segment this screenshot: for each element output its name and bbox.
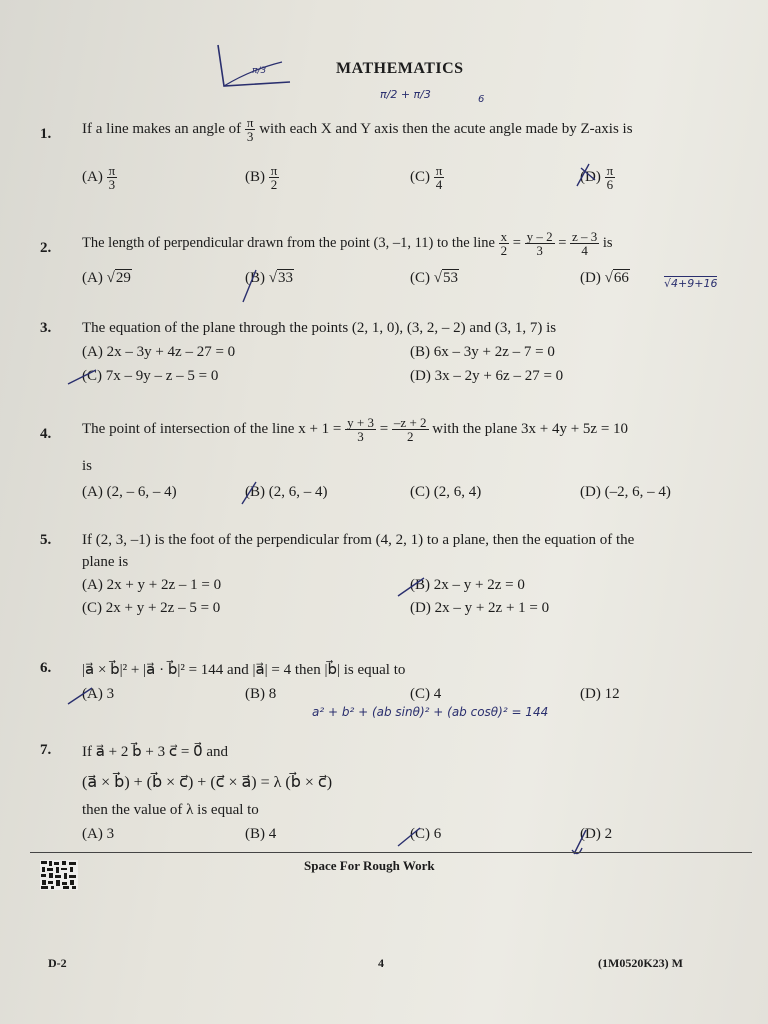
q5-option-b[interactable]: (B) 2x – y + 2z = 0 (410, 577, 525, 593)
question-text: The equation of the plane through the points (2, 1, 0), (3, 2, – 2) and (3, 1, 7) is (82, 320, 557, 336)
q2-option-a[interactable]: (A) √29 (82, 270, 131, 286)
q4-option-d[interactable]: (D) (–2, 6, – 4) (580, 484, 671, 500)
page-number: 4 (378, 956, 384, 970)
q6-option-b[interactable]: (B) 8 (245, 686, 277, 702)
question-number: 5. (40, 532, 52, 548)
divider (30, 852, 752, 853)
answer-mark-icon (575, 160, 605, 190)
qr-code-icon (40, 860, 78, 890)
answer-mark-icon (66, 684, 106, 708)
question-text: If (2, 3, –1) is the foot of the perpendicular from (4, 2, 1) to a plane, then the equation of the (82, 532, 635, 548)
top-six-note: 6 (478, 94, 485, 105)
q3-option-c[interactable]: (C) 7x – 9y – z – 5 = 0 (82, 368, 219, 384)
q3-option-a[interactable]: (A) 2x – 3y + 4z – 27 = 0 (82, 344, 236, 360)
answer-mark-icon (240, 266, 270, 306)
q5-option-c[interactable]: (C) 2x + y + 2z – 5 = 0 (82, 600, 221, 616)
question-text: (a⃗ × b⃗) + (b⃗ × c⃗) + (c⃗ × a⃗) = λ (b⃗ × c⃗) (82, 774, 333, 791)
corner-doodle (210, 40, 300, 90)
q7-option-c[interactable]: (C) 6 (410, 826, 442, 842)
q6-handwritten-note: a² + b² + (ab sinθ)² + (ab cosθ)² = 144 (312, 705, 549, 719)
answer-mark-icon (66, 364, 106, 388)
question-number: 2. (40, 240, 52, 256)
question-number: 7. (40, 742, 52, 758)
exam-page: π/3 MATHEMATICS π/2 + π/3 6 1. If a line makes an angle of $\frac{\pi}{3}$ with each X and Y axis then the acute angle made by Z-axis is (A) $\frac{\pi}{3}$ (B) $\frac{\pi}{2}$ (C) $\frac{\pi}{4}$ (D) $\frac{\pi}{6}$ 2. The length of perpendicular drawn from the point (3, –1, 11) to the line $\frac{x}{2}$ = $\frac{y - 2}{3}$ = $\frac{z - 3}{4}$ is (A) √29 (B) √33 (C) √53 (D) √66 √4+9+16 3. The equation of the plane through the points (2, 1, 0), (3, 2, – 2) and (3, 1, 7) is (A) 2x – 3y + 4z – 27 = 0 (B) 6x – 3y + 2z – 7 = 0 (C) 7x – 9y – z – 5 = 0 (D) 3x – 2y + 6z – 27 = 0 4. The point of intersection of the line x + 1 = $\frac{y + 3}{3}$ = $\frac{-z + 2}{2}$ with the plane 3x + 4y + 5z = 10 is (A) (2, – 6, – 4) (B) (2, 6, – 4) (C) (2, 6, 4) (D) (–2, 6, – 4) 5. If (2, 3, –1) is the foot of the perpendicular from (4, 2, 1) to a plane, then the equation of the plane is (A) 2x + y + 2z – 1 = 0 (B) 2x – y + 2z = 0 (C) 2x + y + 2z – 5 = 0 (D) 2x – y + 2z + 1 = 0 6. |a⃗ × b⃗|² + |a⃗ · b⃗|² = 144 and |a⃗| = 4 then |b⃗| is equal to (A) 3 (B) 8 (C) 4 (D) 12 a² + b² + (ab sinθ)² + (ab cosθ)² = 144 7. If a⃗ + 2 b⃗ + 3 c⃗ = 0⃗ and (a⃗ × b⃗) + (b⃗ × c⃗) + (c⃗ × a⃗) = λ (b⃗ × c⃗) then the value of λ is equal to (A) 3 (B) 4 (C) 6 (D) 2 Space For Rough Work D-2 4 (1M0520K23) M (0, 0, 768, 1024)
q1-option-c[interactable]: (C) $\frac{\pi}{4}$ (410, 163, 443, 192)
q6-option-c[interactable]: (C) 4 (410, 686, 442, 702)
q7-option-a[interactable]: (A) 3 (82, 826, 115, 842)
q6-option-d[interactable]: (D) 12 (580, 686, 620, 702)
question-text: with each X and Y axis then the acute angle made by Z-axis is (259, 120, 633, 137)
q2-option-d[interactable]: (D) √66 (580, 270, 629, 286)
q1-option-b[interactable]: (B) $\frac{\pi}{2}$ (245, 163, 278, 192)
q2-option-c[interactable]: (C) √53 (410, 270, 458, 286)
question-text: with the plane 3x + 4y + 5z = 10 (432, 420, 629, 437)
q4-option-a[interactable]: (A) (2, – 6, – 4) (82, 484, 177, 500)
answer-mark-icon (238, 478, 268, 508)
q2-option-b[interactable]: (B) √33 (245, 270, 293, 286)
question-text: If a line makes an angle of (82, 120, 242, 137)
q7-option-b[interactable]: (B) 4 (245, 826, 277, 842)
question-text: then the value of λ is equal to (82, 802, 259, 818)
top-sum-note: π/2 + π/3 (380, 88, 431, 101)
q3-option-b[interactable]: (B) 6x – 3y + 2z – 7 = 0 (410, 344, 555, 360)
q1-option-d[interactable]: (D) $\frac{\pi}{6}$ (580, 163, 614, 192)
q5-option-a[interactable]: (A) 2x + y + 2z – 1 = 0 (82, 577, 222, 593)
fraction: $\frac{\pi}{3}$ (246, 115, 254, 144)
q4-option-b[interactable]: (B) (2, 6, – 4) (245, 484, 328, 500)
question-text: If a⃗ + 2 b⃗ + 3 c⃗ = 0⃗ and (82, 744, 229, 760)
answer-mark-icon (396, 824, 432, 848)
question-number: 3. (40, 320, 52, 336)
question-number: 4. (40, 426, 52, 442)
q5-option-d[interactable]: (D) 2x – y + 2z + 1 = 0 (410, 600, 550, 616)
q1-option-a[interactable]: (A) $\frac{\pi}{3}$ (82, 163, 116, 192)
q7-option-d[interactable]: (D) 2 (580, 826, 613, 842)
question-text: plane is (82, 554, 129, 570)
page-title: MATHEMATICS (336, 60, 464, 77)
question-text: is (602, 234, 613, 251)
question-text: |a⃗ × b⃗|² + |a⃗ · b⃗|² = 144 and |a⃗| = 4 then |b⃗| is equal to (82, 662, 406, 678)
question-text: The point of intersection of the line x + 1 = (82, 420, 342, 437)
footer-code: D-2 (48, 956, 67, 970)
q4-option-c[interactable]: (C) (2, 6, 4) (410, 484, 482, 500)
footer-paper-code: (1M0520K23) M (598, 956, 683, 970)
question-text: The length of perpendicular drawn from the point (3, –1, 11) to the line (82, 234, 495, 251)
question-number: 1. (40, 126, 52, 142)
q2-handwritten-note: √4+9+16 (664, 277, 718, 290)
answer-mark-icon (396, 574, 436, 600)
question-number: 6. (40, 660, 52, 676)
question-text: is (82, 458, 93, 474)
corner-angle-note: π/3 (252, 66, 267, 76)
rough-work-heading: Space For Rough Work (304, 858, 435, 873)
q6-option-a[interactable]: (A) 3 (82, 686, 115, 702)
q3-option-d[interactable]: (D) 3x – 2y + 6z – 27 = 0 (410, 368, 564, 384)
